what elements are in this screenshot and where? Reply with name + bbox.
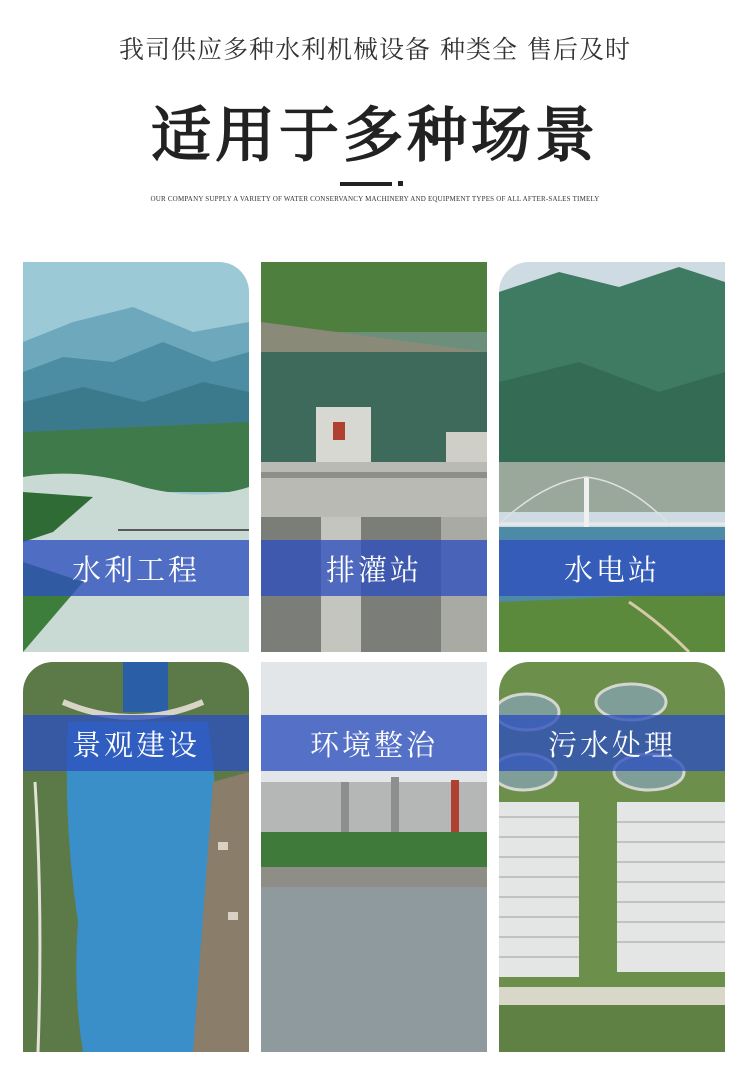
scene-card-sewage-treatment <box>499 662 725 1052</box>
scene-label: 景观建设 <box>71 727 200 762</box>
scene-label: 环境整治 <box>309 727 438 762</box>
english-tagline: OUR COMPANY SUPPLY A VARIETY OF WATER CONSERVANCY MACHINERY AND EQUIPMENT TYPES OF ALL AFTER-SALES TIMELY <box>150 195 600 203</box>
scene-label-band <box>499 540 725 596</box>
scene-card-hydropower-station <box>499 262 725 652</box>
scene-card-irrigation-station <box>261 262 487 652</box>
title-accent-line <box>340 182 392 186</box>
scene-label: 排灌站 <box>325 552 422 587</box>
scene-card-landscape-construction <box>23 662 249 1052</box>
page-title: 适用于多种场景 <box>151 101 599 171</box>
title-accent-dot <box>398 181 403 186</box>
scene-label: 污水处理 <box>547 727 676 762</box>
scene-label-band <box>23 540 249 596</box>
scene-card-environmental-remediation <box>261 662 487 1052</box>
scene-label: 水电站 <box>563 552 660 587</box>
scene-label-band <box>261 715 487 771</box>
header-subtitle: 我司供应多种水利机械设备 种类全 售后及时 <box>119 35 631 64</box>
scene-card-water-engineering <box>23 262 249 652</box>
scene-label: 水利工程 <box>71 552 200 587</box>
scene-label-band <box>499 715 725 771</box>
scene-label-band <box>23 715 249 771</box>
scene-label-band <box>261 540 487 596</box>
